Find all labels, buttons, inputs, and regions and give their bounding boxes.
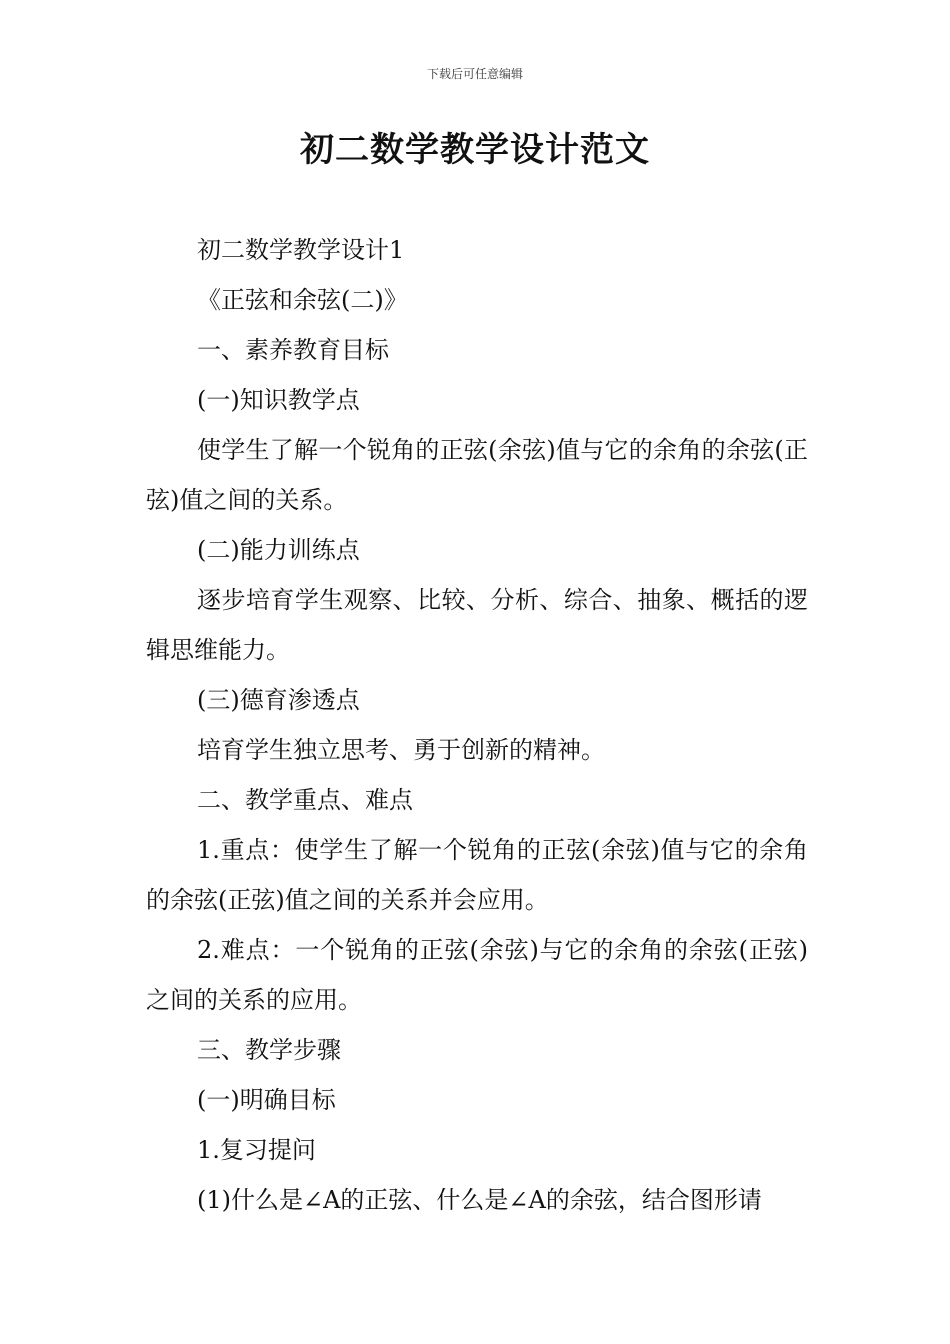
paragraph: 2.难点：一个锐角的正弦(余弦)与它的余角的余弦(正弦)之间的关系的应用。 <box>146 936 808 1014</box>
paragraph: (一)明确目标 <box>197 1086 336 1114</box>
paragraph: 初二数学教学设计1 <box>197 236 405 264</box>
paragraph: 逐步培育学生观察、比较、分析、综合、抽象、概括的逻辑思维能力。 <box>146 586 808 664</box>
paragraph: 使学生了解一个锐角的正弦(余弦)值与它的余角的余弦(正弦)值之间的关系。 <box>146 436 808 514</box>
paragraph: 一、素养教育目标 <box>197 336 389 364</box>
header-note: 下载后可任意编辑 <box>426 67 523 81</box>
paragraph: (1)什么是∠A的正弦、什么是∠A的余弦，结合图形请 <box>197 1186 762 1214</box>
paragraph: 培育学生独立思考、勇于创新的精神。 <box>197 736 605 764</box>
document-body <box>146 225 808 1225</box>
paragraph: 二、教学重点、难点 <box>197 786 413 814</box>
paragraph: (三)德育渗透点 <box>197 686 360 714</box>
document-title: 初二数学教学设计范文 <box>300 130 650 170</box>
paragraph: (二)能力训练点 <box>197 536 360 564</box>
paragraph: 三、教学步骤 <box>197 1036 341 1064</box>
paragraph: 1.重点：使学生了解一个锐角的正弦(余弦)值与它的余角的余弦(正弦)值之间的关系并会应用。 <box>146 836 808 914</box>
paragraph: 《正弦和余弦(二)》 <box>197 286 408 314</box>
paragraph: (一)知识教学点 <box>197 386 360 414</box>
paragraph: 1.复习提问 <box>197 1136 316 1164</box>
